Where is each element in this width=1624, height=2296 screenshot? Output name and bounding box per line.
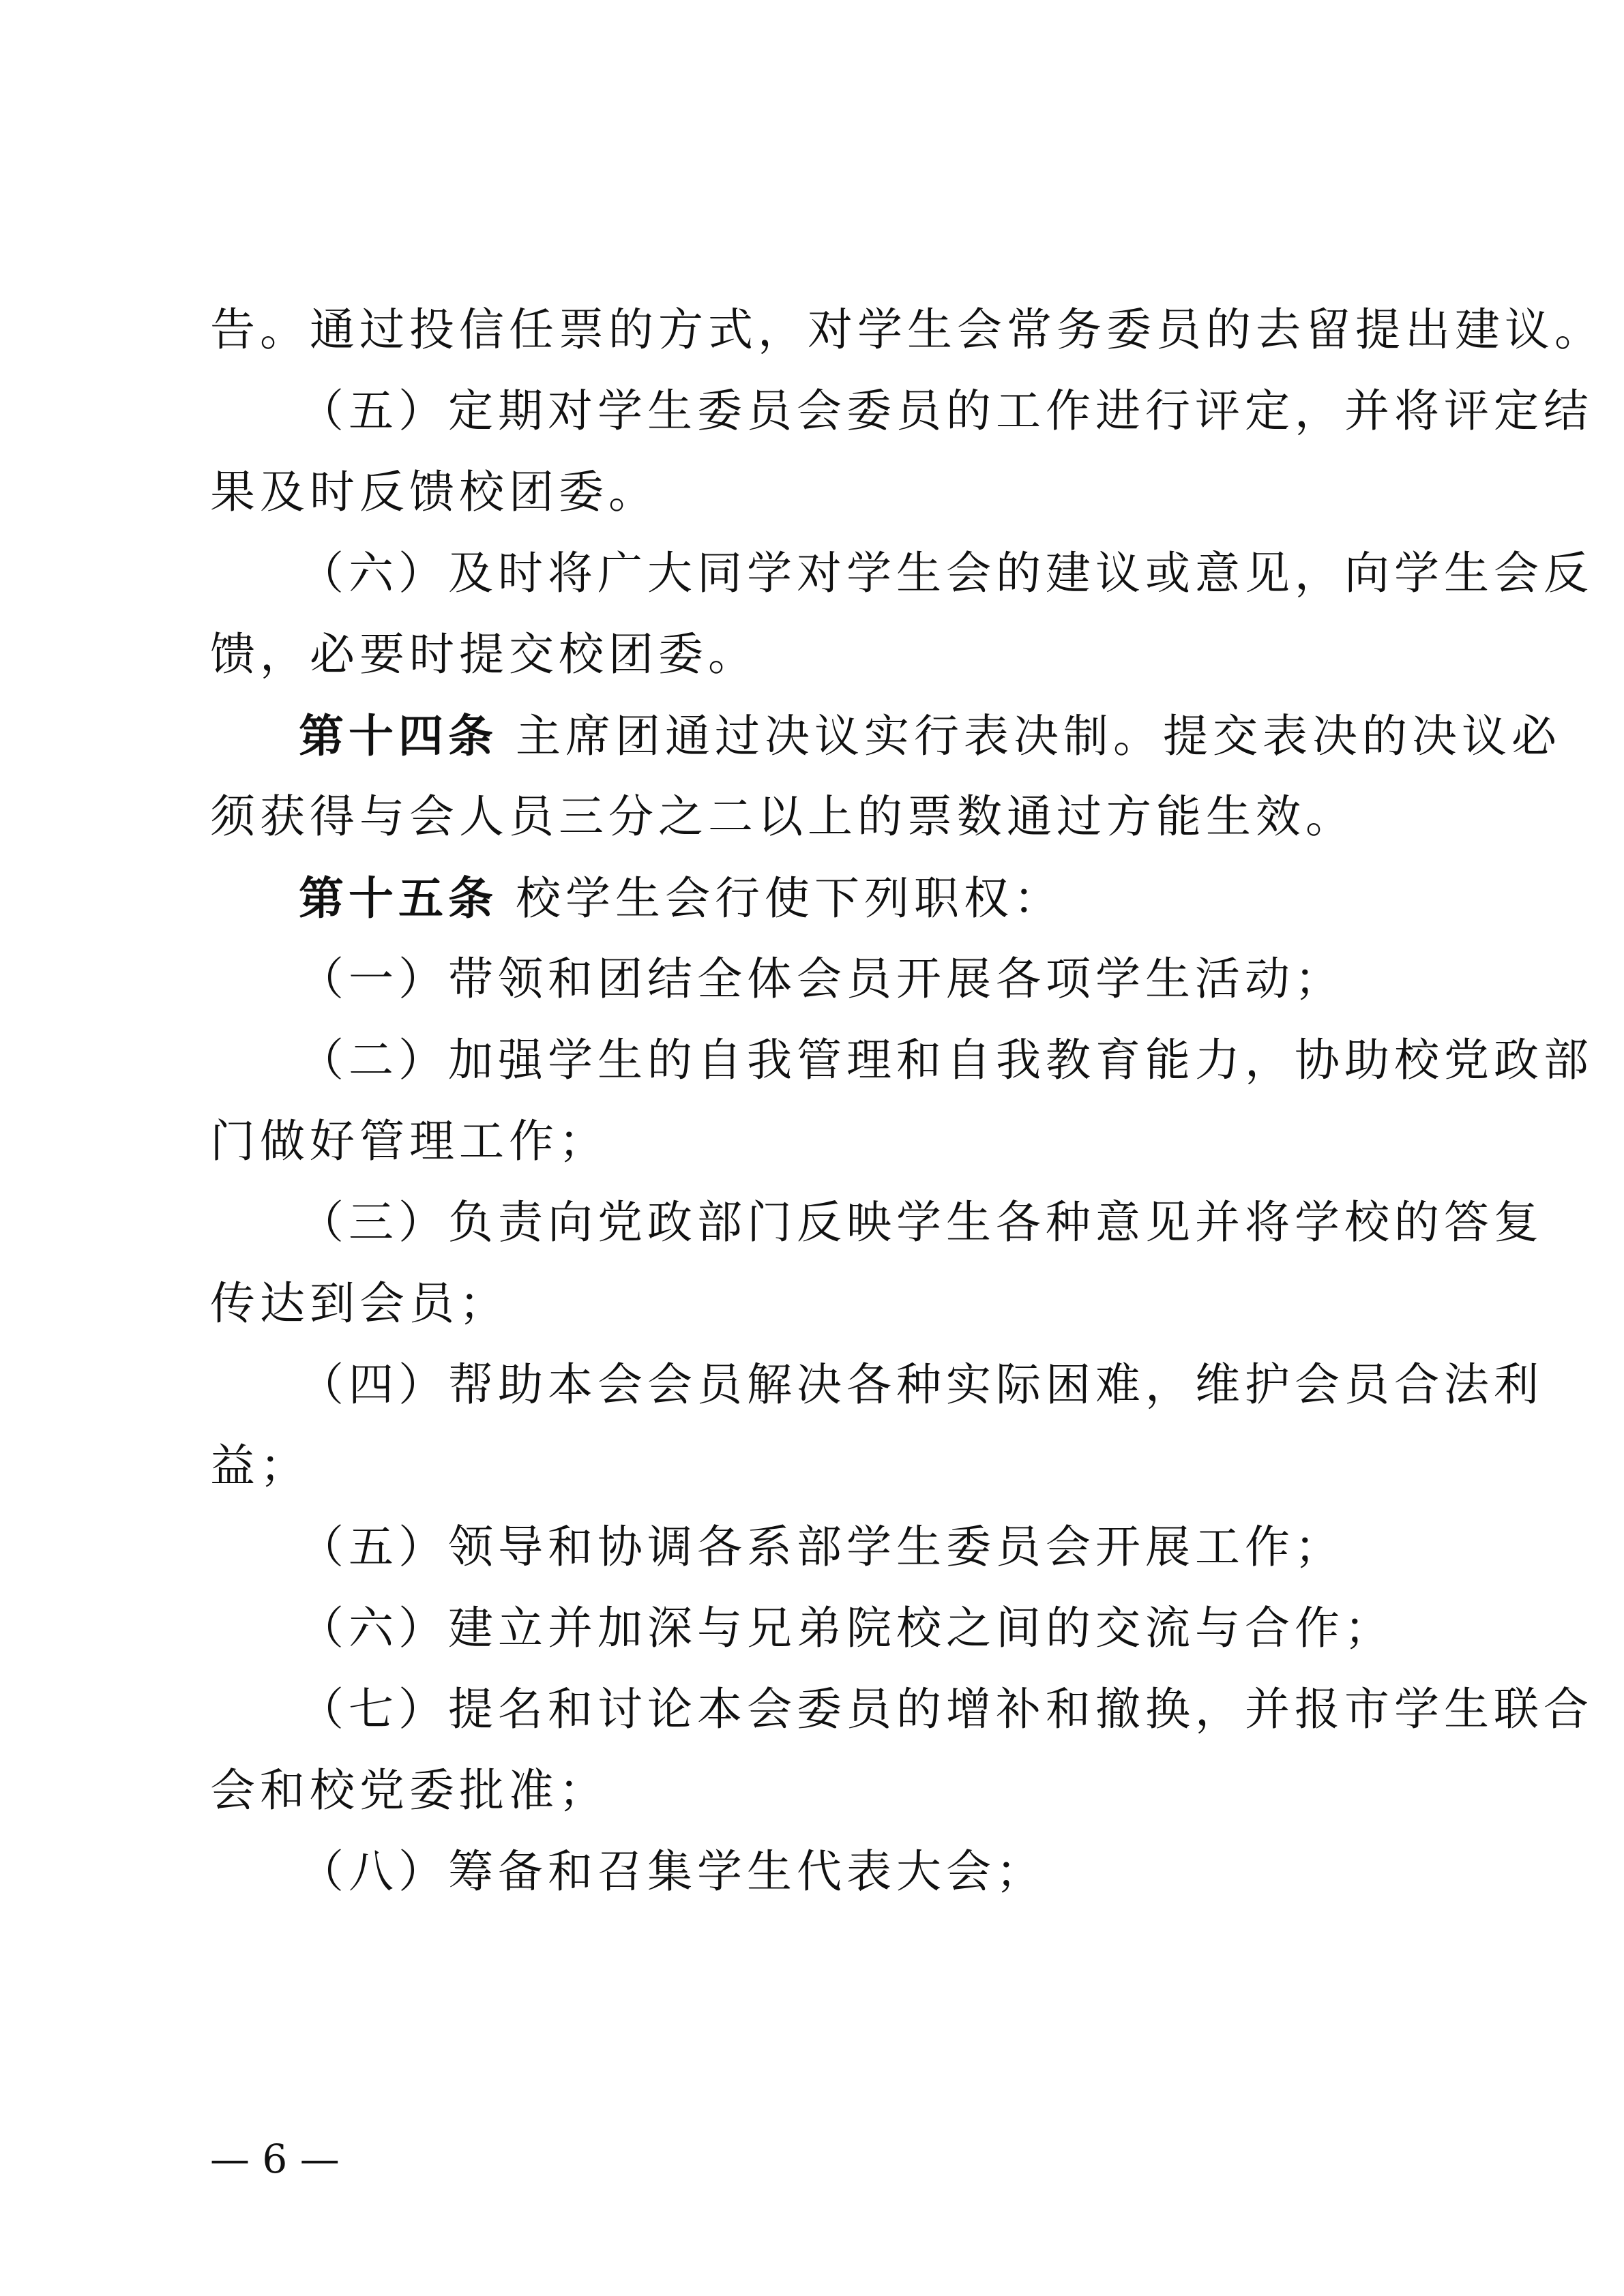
text-line-16: （五）领导和协调各系部学生委员会开展工作； [299, 1521, 1344, 1573]
text-line-12: （三）负责向党政部门反映学生各种意见并将学校的答复 [299, 1196, 1544, 1249]
text-line-5: 馈，必要时提交校团委。 [210, 628, 758, 681]
text-line-3: 果及时反馈校团委。 [210, 466, 658, 518]
article-14-heading: 第十四条 [299, 709, 498, 762]
text-line-2: （五）定期对学生委员会委员的工作进行评定，并将评定结 [299, 385, 1593, 437]
text-line-20: （八）筹备和召集学生代表大会； [299, 1845, 1046, 1898]
text-line-4: （六）及时将广大同学对学生会的建议或意见，向学生会反 [299, 547, 1593, 599]
text-line-17: （六）建立并加深与兄弟院校之间的交流与合作； [299, 1602, 1394, 1654]
text-line-15: 益； [210, 1440, 310, 1492]
article-15-heading: 第十五条 [299, 871, 498, 925]
page-number: — 6 — [210, 2136, 340, 2182]
text-line-13: 传达到会员； [210, 1277, 509, 1330]
text-line-19: 会和校党委批准； [210, 1764, 608, 1817]
text-line-10: （二）加强学生的自我管理和自我教育能力，协助校党政部 [299, 1034, 1593, 1086]
text-line-18: （七）提名和讨论本会委员的增补和撤换，并报市学生联合 [299, 1683, 1593, 1735]
article-15-text: 校学生会行使下列职权： [516, 872, 1063, 925]
text-line-14: （四）帮助本会会员解决各种实际困难，维护会员合法利 [299, 1358, 1544, 1411]
text-line-9: （一）带领和团结全体会员开展各项学生活动； [299, 953, 1344, 1005]
article-14-text: 主席团通过决议实行表决制。提交表决的决议必 [516, 710, 1561, 762]
text-line-1: 告。通过投信任票的方式，对学生会常务委员的去留提出建议。 [210, 303, 1604, 356]
article-15-line-1 [299, 871, 1424, 925]
article-14-line-1 [299, 709, 1561, 762]
text-line-11: 门做好管理工作； [210, 1115, 608, 1167]
text-line-7: 须获得与会人员三分之二以上的票数通过方能生效。 [210, 790, 1355, 843]
